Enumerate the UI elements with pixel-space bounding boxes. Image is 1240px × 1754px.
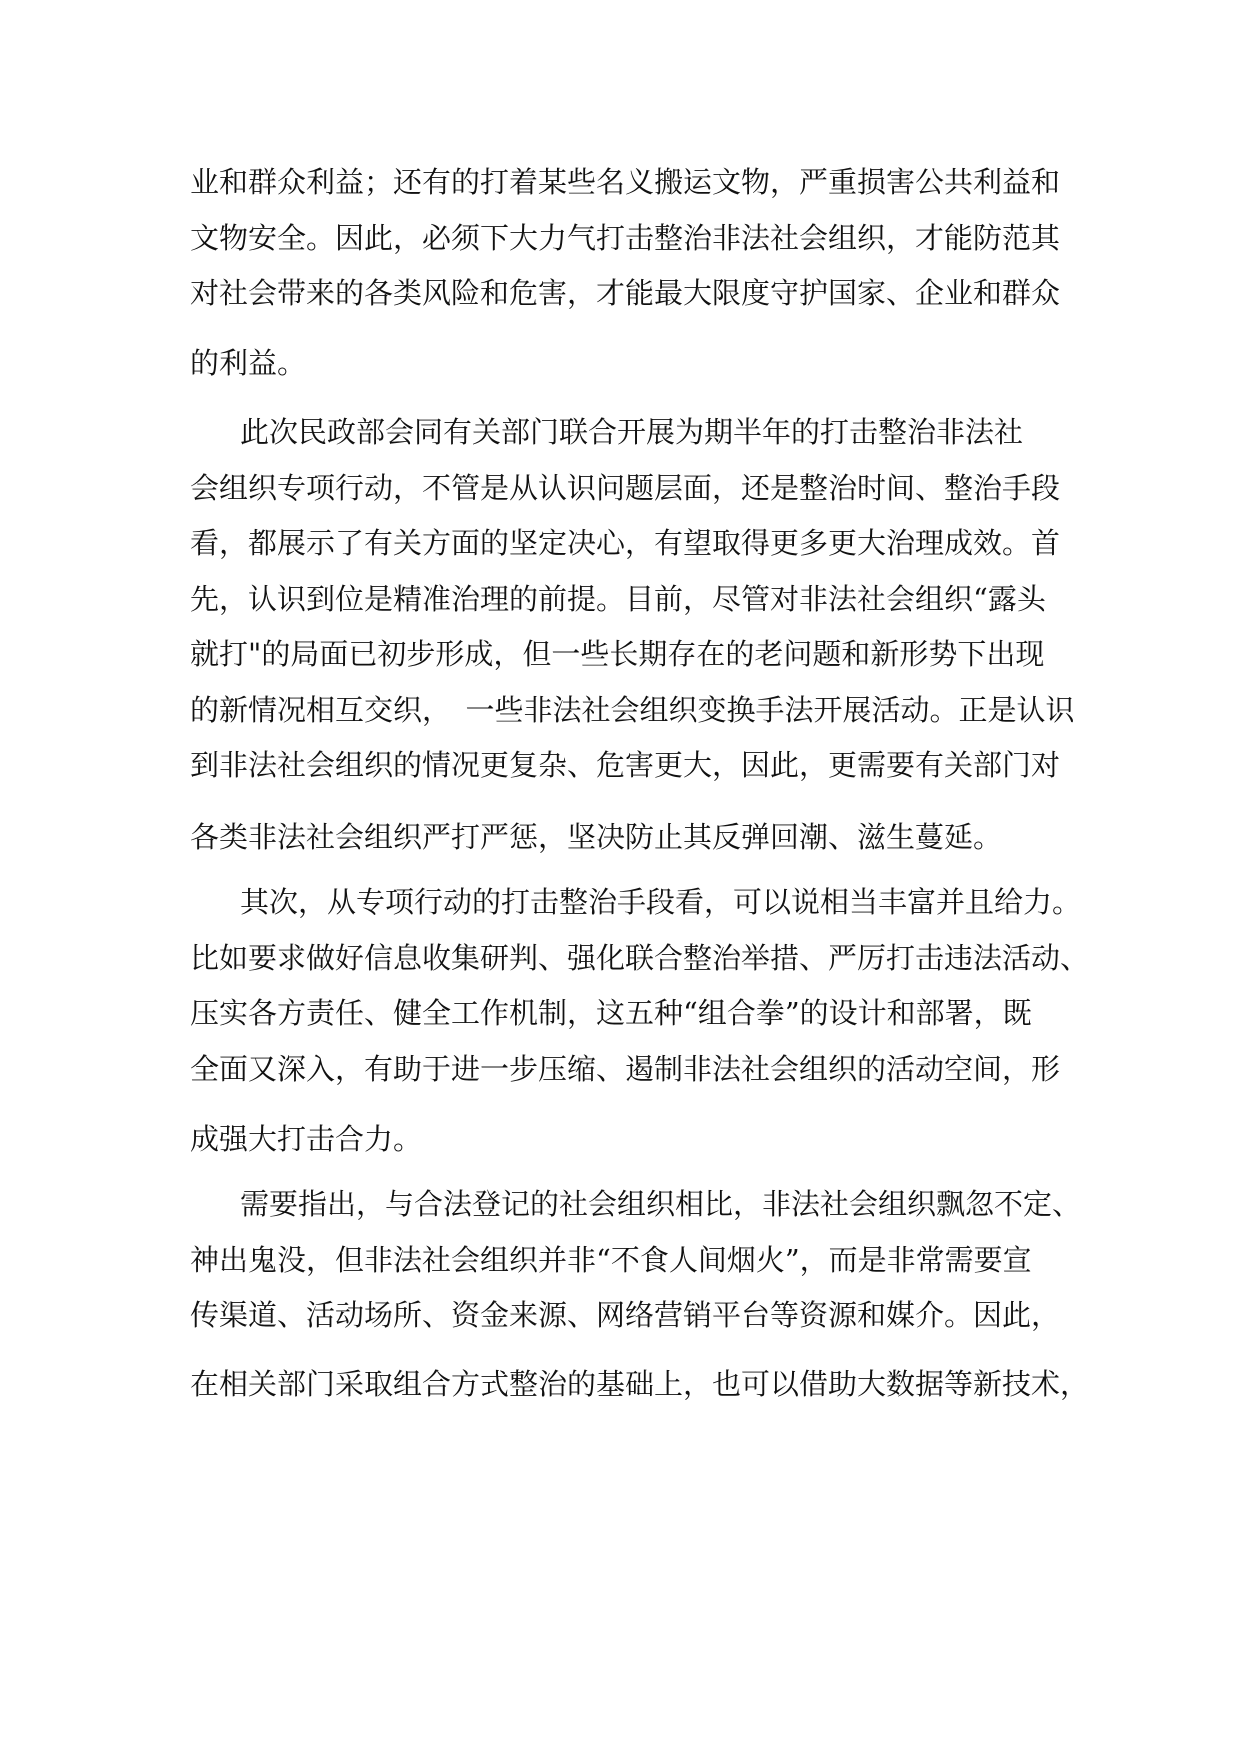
text-line: 全面又深入，有助于进一步压缩、遏制非法社会组织的活动空间，形 (190, 1052, 1061, 1086)
text-line: 传渠道、活动场所、资金来源、网络营销平台等资源和媒介。因此， (190, 1298, 1061, 1332)
text-line: 文物安全。因此，必须下大力气打击整治非法社会组织，才能防范其 (190, 221, 1061, 255)
text-line: 比如要求做好信息收集研判、强化联合整治举措、严厉打击违法活动、 (190, 941, 1090, 975)
text-line: 先，认识到位是精准治理的前提。目前，尽管对非法社会组织“露头 (190, 582, 1046, 616)
text-line: 各类非法社会组织严打严惩，坚决防止其反弹回潮、滋生蔓延。 (190, 820, 1003, 854)
text-line: 会组织专项行动，不管是从认识问题层面，还是整治时间、整治手段 (190, 471, 1061, 505)
text-line: 压实各方责任、健全工作机制，这五种“组合拳”的设计和部署，既 (190, 996, 1032, 1030)
text-line: 在相关部门采取组合方式整治的基础上，也可以借助大数据等新技术， (190, 1367, 1090, 1401)
text-line: 就打"的局面已初步形成，但一些长期存在的老问题和新形势下出现 (190, 637, 1045, 671)
paragraph-first-line: 此次民政部会同有关部门联合开展为期半年的打击整治非法社 (240, 415, 1024, 449)
paragraph-first-line: 其次，从专项行动的打击整治手段看，可以说相当丰富并且给力。 (240, 885, 1082, 919)
text-line: 的新情况相互交织， 一些非法社会组织变换手法开展活动。正是认识 (190, 693, 1075, 727)
text-line: 业和群众利益；还有的打着某些名义搬运文物，严重损害公共利益和 (190, 165, 1061, 199)
text-line: 到非法社会组织的情况更复杂、危害更大，因此，更需要有关部门对 (190, 748, 1061, 782)
text-line: 对社会带来的各类风险和危害，才能最大限度守护国家、企业和群众 (190, 276, 1061, 310)
text-line: 神出鬼没，但非法社会组织并非“不食人间烟火”，而是非常需要宣 (190, 1243, 1032, 1277)
text-line: 看，都展示了有关方面的坚定决心，有望取得更多更大治理成效。首 (190, 526, 1061, 560)
text-line: 的利益。 (190, 346, 307, 380)
text-line: 成强大打击合力。 (190, 1122, 423, 1156)
paragraph-first-line: 需要指出，与合法登记的社会组织相比，非法社会组织飘忽不定、 (240, 1187, 1082, 1221)
